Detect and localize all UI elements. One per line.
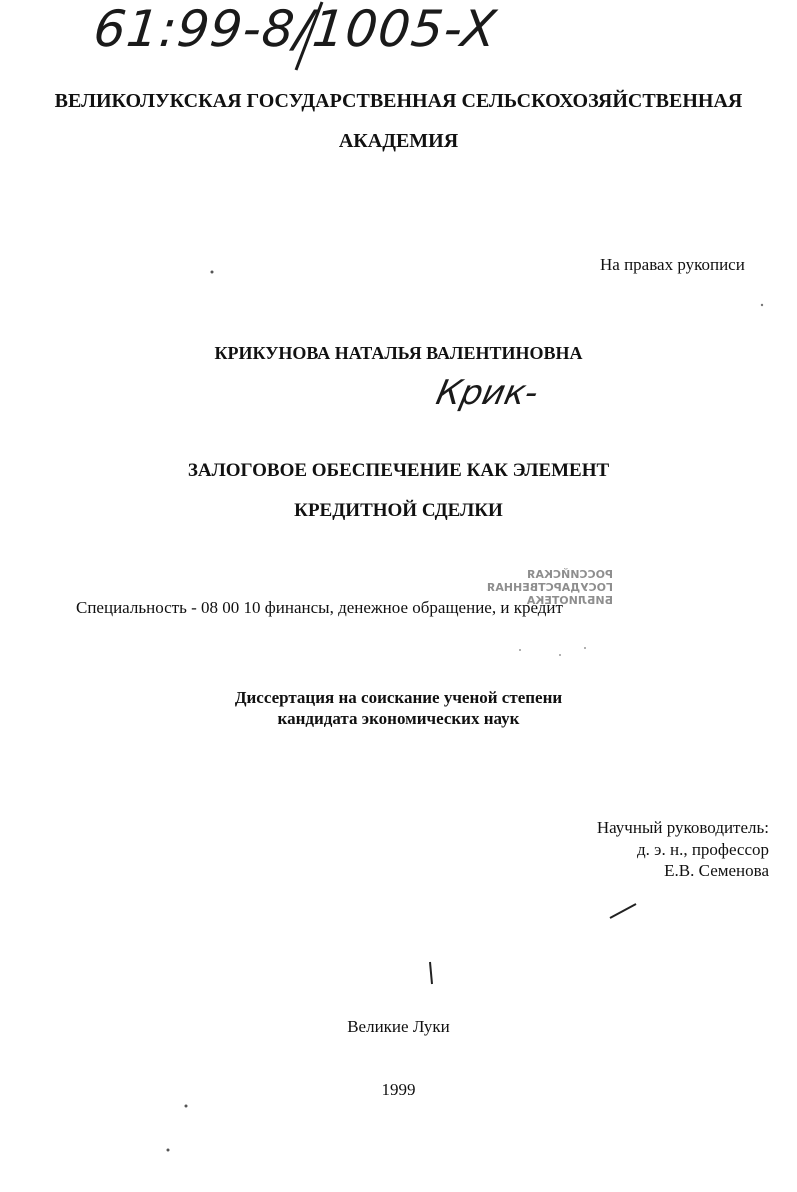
- dissertation-title-line1: ЗАЛОГОВОЕ ОБЕСПЕЧЕНИЕ КАК ЭЛЕМЕНТ: [187, 460, 610, 481]
- scan-speck: [185, 1105, 188, 1108]
- scan-speck: [519, 649, 521, 651]
- degree-statement-line2: кандидата экономических наук: [277, 709, 520, 728]
- stamp-line1: РОССИЙСКАЯ: [526, 568, 613, 581]
- stamp-line3: БИБЛИОТЕКА: [526, 594, 613, 607]
- institution-name-line1: ВЕЛИКОЛУКСКАЯ ГОСУДАРСТВЕННАЯ СЕЛЬСКОХОЗЯЙСТВЕННАЯ: [54, 90, 743, 112]
- pen-mark: [430, 962, 432, 984]
- institution-name-line2: АКАДЕМИЯ: [338, 130, 459, 152]
- author-name: КРИКУНОВА НАТАЛЬЯ ВАЛЕНТИНОВНА: [214, 343, 583, 363]
- scan-speck: [167, 1149, 170, 1152]
- year: 1999: [381, 1080, 416, 1099]
- scan-speck: [761, 304, 763, 306]
- stamp-line2: ГОСУДАРСТВЕННАЯ: [486, 581, 613, 594]
- advisor-label: Научный руководитель:: [596, 818, 769, 837]
- scan-speck: [584, 647, 586, 649]
- pen-mark: [610, 904, 636, 918]
- archive-code-slash: [296, 2, 322, 70]
- city: Великие Луки: [347, 1017, 450, 1036]
- advisor-degree: д. э. н., профессор: [637, 840, 769, 859]
- archive-code-handwritten: 61:99-8/1005-X: [90, 0, 500, 58]
- manuscript-note: На правах рукописи: [600, 255, 745, 274]
- scan-speck: [211, 271, 214, 274]
- specialty-line: Специальность - 08 00 10 финансы, денежное обращение, и кредит: [76, 598, 563, 617]
- scan-speck: [559, 654, 561, 656]
- dissertation-title-line2: КРЕДИТНОЙ СДЕЛКИ: [294, 500, 503, 521]
- degree-statement-line1: Диссертация на соискание ученой степени: [234, 688, 563, 707]
- advisor-name: Е.В. Семенова: [664, 861, 769, 880]
- author-signature: Крик-: [432, 373, 542, 413]
